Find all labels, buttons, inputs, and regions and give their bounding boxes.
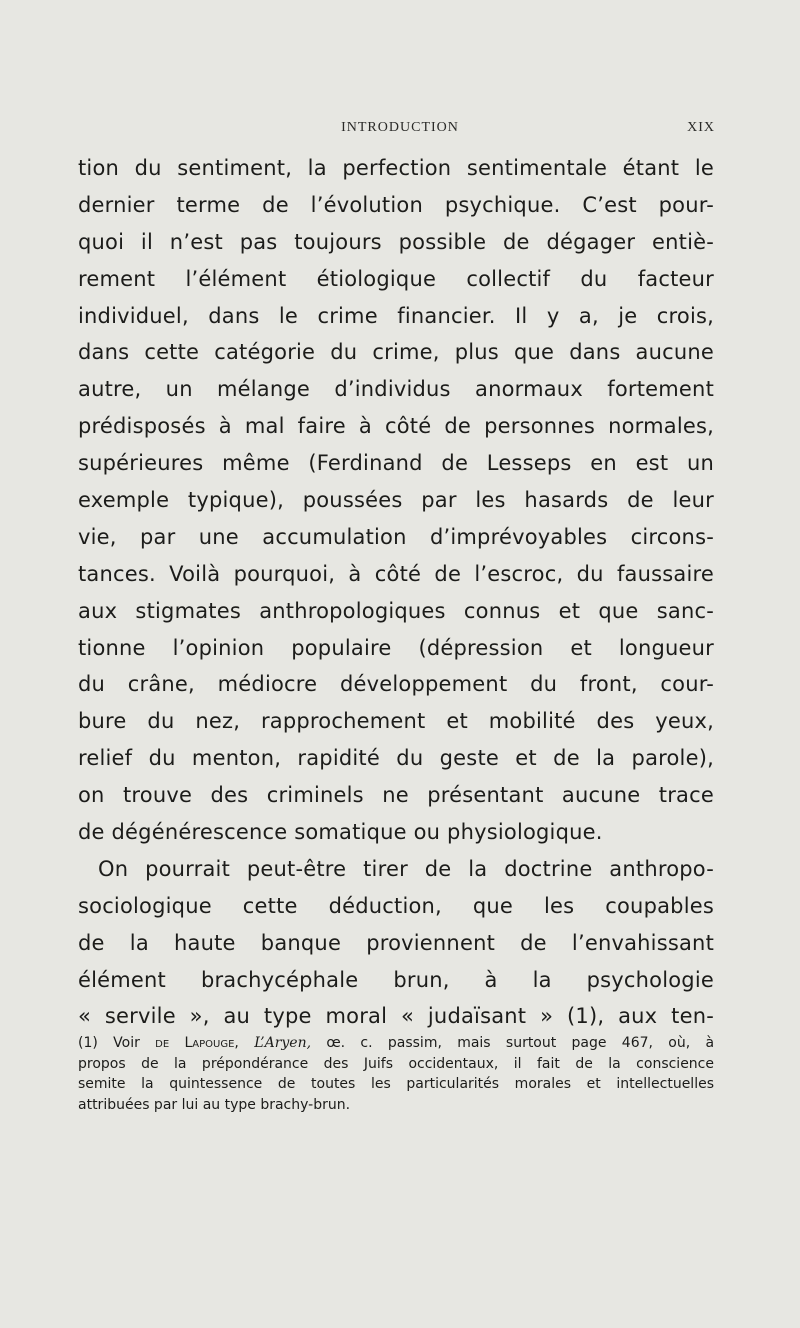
text-line: dernier terme de l’évolution psychique. C’est pour- <box>78 192 714 217</box>
text-line: tances. Voilà pourquoi, à côté de l’escroc, du faussaire <box>78 561 714 586</box>
text-line: dans cette catégorie du crime, plus que dans aucune <box>78 340 714 365</box>
footnote-line: propos de la prépondérance des Juifs occidentaux, il fait de la conscience <box>78 1055 714 1072</box>
footnote-line: semite la quintessence de toutes les particularités morales et intellectuelles <box>78 1076 714 1092</box>
footnote-marker: (1) <box>78 1035 98 1051</box>
text-line: rement l’élément étiologique collectif du facteur <box>78 266 714 291</box>
text-line: supérieures même (Ferdinand de Lesseps en est un <box>78 451 714 476</box>
footnote-work-title: L’Aryen, <box>254 1035 312 1051</box>
text-line: On pourrait peut-être tirer de la doctrine anthropo- <box>98 856 714 881</box>
text-line: prédisposés à mal faire à côté de personnes normales, <box>78 414 714 439</box>
text-line: de dégénérescence somatique ou physiologique. <box>78 820 603 845</box>
text-line: quoi il n’est pas toujours possible de dégager entiè- <box>78 229 714 254</box>
text-line: de la haute banque proviennent de l’envahissant <box>78 930 714 955</box>
footnote-voir: Voir <box>113 1035 140 1051</box>
footnote-line: attribuées par lui au type brachy-brun. <box>78 1096 351 1113</box>
page-number: XIX <box>687 120 715 135</box>
footnote-author: de Lapouge, <box>155 1035 239 1051</box>
footnote-line <box>78 1033 714 1054</box>
text-line: aux stigmates anthropologiques connus et que sanc- <box>78 598 714 623</box>
text-line: exemple typique), poussées par les hasards de leur <box>78 488 714 513</box>
running-title: INTRODUCTION <box>341 120 459 135</box>
text-line: du crâne, médiocre développement du front, cour- <box>78 672 714 697</box>
footnote-citation: œ. c. passim, mais surtout page 467, où, à <box>326 1035 715 1051</box>
text-line: tion du sentiment, la perfection sentimentale étant le <box>78 156 714 180</box>
text-line: tionne l’opinion populaire (dépression et longueur <box>78 635 714 660</box>
text-line: « servile », au type moral « judaïsant » (1), aux ten- <box>78 1004 714 1029</box>
text-line: autre, un mélange d’individus anormaux fortement <box>78 377 714 402</box>
text-line: relief du menton, rapidité du geste et de la parole), <box>78 746 714 771</box>
text-line: bure du nez, rapprochement et mobilité des yeux, <box>78 709 714 734</box>
body-text <box>78 150 714 1035</box>
text-line: élément brachycéphale brun, à la psychologie <box>78 967 714 992</box>
footnote <box>78 1033 714 1115</box>
text-line: individuel, dans le crime financier. Il y a, je crois, <box>78 303 714 328</box>
running-head <box>85 120 715 142</box>
text-line: vie, par une accumulation d’imprévoyables circons- <box>78 524 714 549</box>
text-line: sociologique cette déduction, que les coupables <box>78 893 714 918</box>
text-line: on trouve des criminels ne présentant aucune trace <box>78 783 714 808</box>
